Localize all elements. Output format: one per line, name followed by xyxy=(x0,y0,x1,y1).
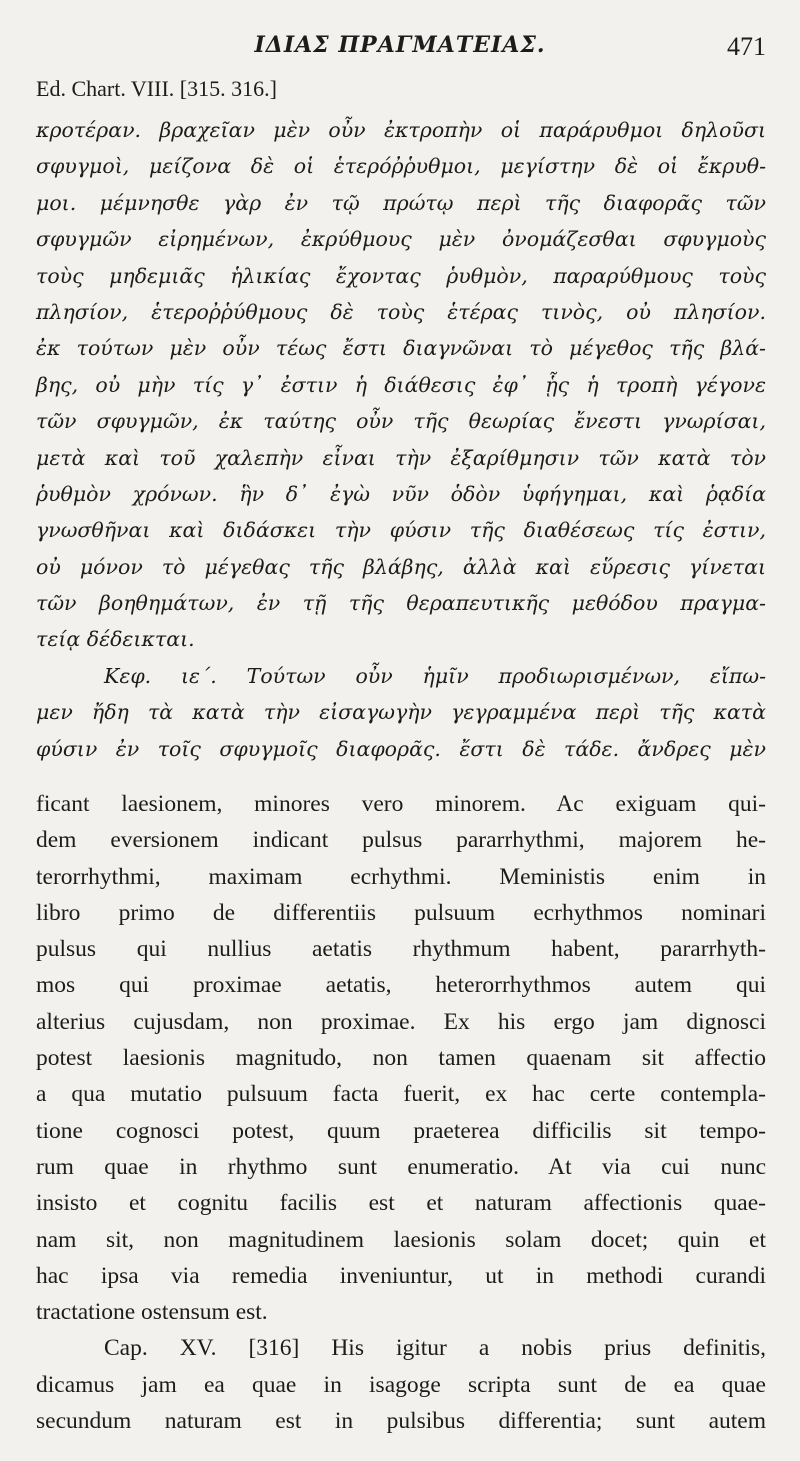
latin-line: pulsus qui nullius aetatis rhythmum habent, pararrhyth- xyxy=(36,936,766,963)
greek-line: βης, οὐ μὴν τίς γ᾽ ἐστιν ἡ διάθεσις ἐφ᾽ ᾗς ἡ τροπὴ γέγονε xyxy=(36,372,766,397)
latin-line: alterius cujusdam, non proximae. Ex his ergo jam dignosci xyxy=(36,1008,766,1035)
greek-line: τείᾳ δέδεικται. xyxy=(36,627,195,652)
latin-line: mos qui proximae aetatis, heterorrhythmos autem qui xyxy=(36,972,766,999)
latin-line: a qua mutatio pulsuum facta fuerit, ex hac certe contempla- xyxy=(36,1081,766,1108)
greek-line: πλησίον, ἑτεροῤῥύθμους δὲ τοὺς ἑτέρας τινὸς, οὐ πλησίον. xyxy=(36,299,766,324)
latin-line: libro primo de differentiis pulsuum ecrhythmos nominari xyxy=(36,899,766,926)
latin-line: insisto et cognitu facilis est et naturam affectionis quae- xyxy=(36,1190,766,1217)
greek-line: φύσιν ἐν τοῖς σφυγμοῖς διαφορᾶς. ἔστι δὲ τάδε. ἄνδρες μὲν xyxy=(36,736,766,761)
latin-line: dicamus jam ea quae in isagoge scripta sunt de ea quae xyxy=(36,1371,766,1398)
greek-line: γνωσθῆναι καὶ διδάσκει τὴν φύσιν τῆς διαθέσεως τίς ἐστιν, xyxy=(36,518,766,543)
greek-line: μεν ἤδη τὰ κατὰ τὴν εἰσαγωγὴν γεγραμμένα περὶ τῆς κατὰ xyxy=(36,700,766,725)
greek-line: τῶν σφυγμῶν, ἐκ ταύτης οὖν τῆς θεωρίας ἔνεστι γνωρίσαι, xyxy=(36,409,766,434)
latin-line: rum quae in rhythmo sunt enumeratio. At via cui nunc xyxy=(36,1153,766,1180)
greek-line: τῶν βοηθημάτων, ἐν τῇ τῆς θεραπευτικῆς μεθόδου πραγμα- xyxy=(36,591,766,616)
latin-line: tractatione ostensum est. xyxy=(36,1299,268,1326)
latin-line: potest laesionis magnitudo, non tamen quaenam sit affectio xyxy=(36,1045,766,1072)
running-title: ΙΔΙΑΣ ΠΡΑΓΜΑΤΕΙΑΣ. xyxy=(254,32,546,58)
latin-line: hac ipsa via remedia inveniuntur, ut in methodi curandi xyxy=(36,1262,766,1289)
greek-line: τοὺς μηδεμιᾶς ἡλικίας ἔχοντας ῥυθμὸν, παραρύθμους τοὺς xyxy=(36,263,766,288)
latin-line: secundum naturam est in pulsibus differentia; sunt autem xyxy=(36,1408,766,1435)
running-head xyxy=(0,32,800,62)
greek-line: ῥυθμὸν χρόνων. ἣν δ᾽ ἐγὼ νῦν ὁδὸν ὑφήγημαι, καὶ ῥᾳδία xyxy=(36,481,766,506)
edition-reference: Ed. Chart. VIII. [315. 316.] xyxy=(36,76,277,101)
page-number: 471 xyxy=(727,32,766,61)
greek-chapter-heading-line: Κεφ. ιε΄. Τούτων οὖν ἡμῖν προδιωρισμένων, εἴπω- xyxy=(104,663,766,688)
latin-line: tione cognosci potest, quum praeterea difficilis sit tempo- xyxy=(36,1117,766,1144)
greek-line: κροτέραν. βραχεῖαν μὲν οὖν ἐκτροπὴν οἱ παράρυθμοι δηλοῦσι xyxy=(36,118,766,142)
latin-line: terorrhythmi, maximam ecrhythmi. Meministis enim in xyxy=(36,863,766,890)
latin-text-block xyxy=(36,786,766,1439)
latin-line: dem eversionem indicant pulsus pararrhythmi, majorem he- xyxy=(36,827,766,854)
latin-chapter-heading-line: Cap. XV. [316] His igitur a nobis prius definitis, xyxy=(104,1335,766,1362)
greek-line: ἐκ τούτων μὲν οὖν τέως ἔστι διαγνῶναι τὸ μέγεθος τῆς βλά- xyxy=(36,336,766,361)
latin-line: ficant laesionem, minores vero minorem. Ac exiguam qui- xyxy=(36,791,766,817)
greek-line: μετὰ καὶ τοῦ χαλεπὴν εἶναι τὴν ἐξαρίθμησιν τῶν κατὰ τὸν xyxy=(36,445,766,470)
greek-line: σφυγμοὶ, μείζονα δὲ οἱ ἑτερόῤῥυθμοι, μεγίστην δὲ οἱ ἔκρυθ- xyxy=(36,154,766,179)
greek-line: μοι. μέμνησθε γὰρ ἐν τῷ πρώτῳ περὶ τῆς διαφορᾶς τῶν xyxy=(36,190,766,215)
greek-text-block xyxy=(36,112,766,767)
greek-line: οὐ μόνον τὸ μέγεθας τῆς βλάβης, ἀλλὰ καὶ εὕρεσις γίνεται xyxy=(36,554,766,579)
latin-line: nam sit, non magnitudinem laesionis solam docet; quin et xyxy=(36,1226,766,1253)
greek-line: σφυγμῶν εἰρημένων, ἐκρύθμους μὲν ὀνομάζεσθαι σφυγμοὺς xyxy=(36,227,766,252)
